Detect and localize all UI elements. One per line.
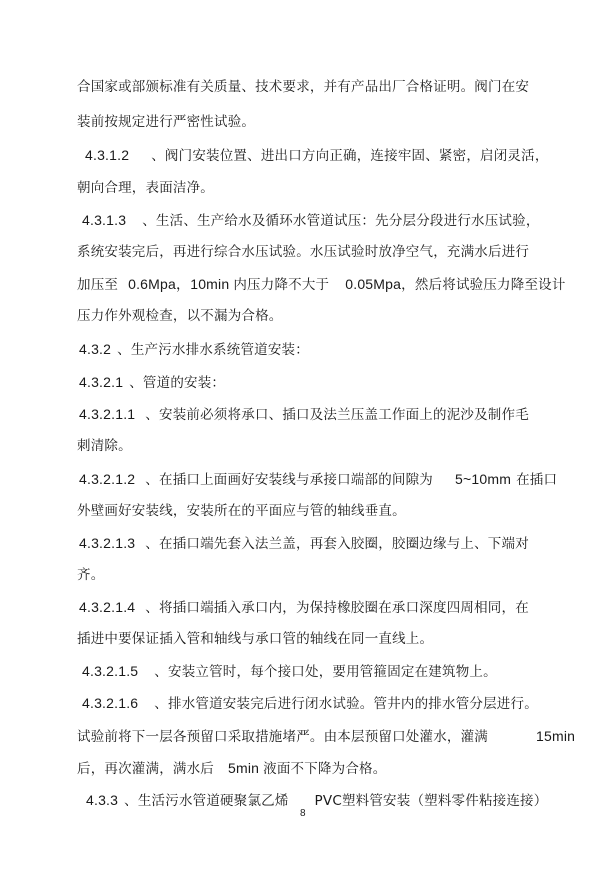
section-number: 4.3.2.1.6 — [82, 695, 139, 711]
text-line: 齐。 — [77, 567, 105, 583]
section-4-3-2-1-4: 4.3.2.1.4 、将插口端插入承口内，为保持橡胶圈在承口深度四周相同，在 — [79, 599, 529, 616]
section-number: 4.3.2.1 — [79, 374, 124, 390]
text-line: 外壁画好安装线，安装所在的平面应与管的轴线垂直。 — [77, 503, 406, 519]
section-4-3-2-1-3: 4.3.2.1.3 、在插口端先套入法兰盖，再套入胶圈，胶圈边缘与上、下端对 — [79, 535, 529, 552]
text-line: 朝向合理，表面洁净。 — [77, 180, 214, 196]
page-number: 8 — [300, 808, 306, 819]
text-line: 装前按规定进行严密性试验。 — [77, 114, 256, 130]
section-number: 4.3.2.1.3 — [79, 535, 136, 551]
text-line: 压力作外观检查，以不漏为合格。 — [77, 308, 283, 324]
text-line: 合国家或部颁标准有关质量、技术要求，并有产品出厂合格证明。阀门在安 — [77, 79, 530, 95]
section-4-3-2-1-2: 4.3.2.1.2 、在插口上面画好安装线与承接口端部的间隙为 5~10mm 在插口 — [79, 471, 558, 488]
section-number: 4.3.3 — [86, 792, 119, 808]
text-line: 系统安装完后，再进行综合水压试验。水压试验时放净空气，充满水后进行 — [77, 244, 530, 260]
section-number: 4.3.2.1.1 — [79, 406, 136, 422]
section-4-3-3: 4.3.3 、生活污水管道硬聚氯乙烯 PVC塑料管安装（塑料零件粘接连接） — [86, 792, 548, 809]
section-4-3-2-1-6: 4.3.2.1.6 、排水管道安装完后进行闭水试验。管井内的排水管分层进行。 — [82, 695, 538, 712]
section-4-3-2: 4.3.2 、生产污水排水系统管道安装： — [79, 341, 309, 358]
section-number: 4.3.2.1.2 — [79, 471, 136, 487]
section-4-3-1-3: 4.3.1.3 、生活、生产给水及循环水管道试压：先分层分段进行水压试验， — [82, 212, 540, 229]
text-line: 插进中要保证插入管和轴线与承口管的轴线在同一直线上。 — [77, 631, 434, 647]
section-4-3-2-1: 4.3.2.1 、管道的安装： — [79, 374, 226, 391]
section-number: 4.3.2.1.4 — [79, 599, 136, 615]
section-number: 4.3.1.3 — [82, 212, 127, 228]
text-line: 刺清除。 — [77, 438, 132, 454]
text-line: 加压至 0.6Mpa，10min 内压力降不大于 0.05Mpa，然后将试验压力降至设计 — [77, 276, 566, 293]
section-4-3-1-2: 4.3.1.2 、阀门安装位置、进出口方向正确，连接牢固、紧密，启闭灵活， — [85, 147, 549, 164]
section-number: 4.3.2.1.5 — [82, 663, 139, 679]
section-number: 4.3.1.2 — [85, 147, 130, 163]
section-4-3-2-1-1: 4.3.2.1.1 、安装前必须将承口、插口及法兰压盖工作面上的泥沙及制作毛 — [79, 406, 529, 423]
text-line: 试验前将下一层各预留口采取措施堵严。由本层预留口处灌水，灌满 15min — [77, 728, 576, 745]
section-number: 4.3.2 — [79, 341, 112, 357]
section-4-3-2-1-5: 4.3.2.1.5 、安装立管时，每个接口处，要用管箍固定在建筑物上。 — [82, 663, 497, 680]
text-line: 后，再次灌满，满水后 5min 液面不下降为合格。 — [77, 760, 387, 777]
